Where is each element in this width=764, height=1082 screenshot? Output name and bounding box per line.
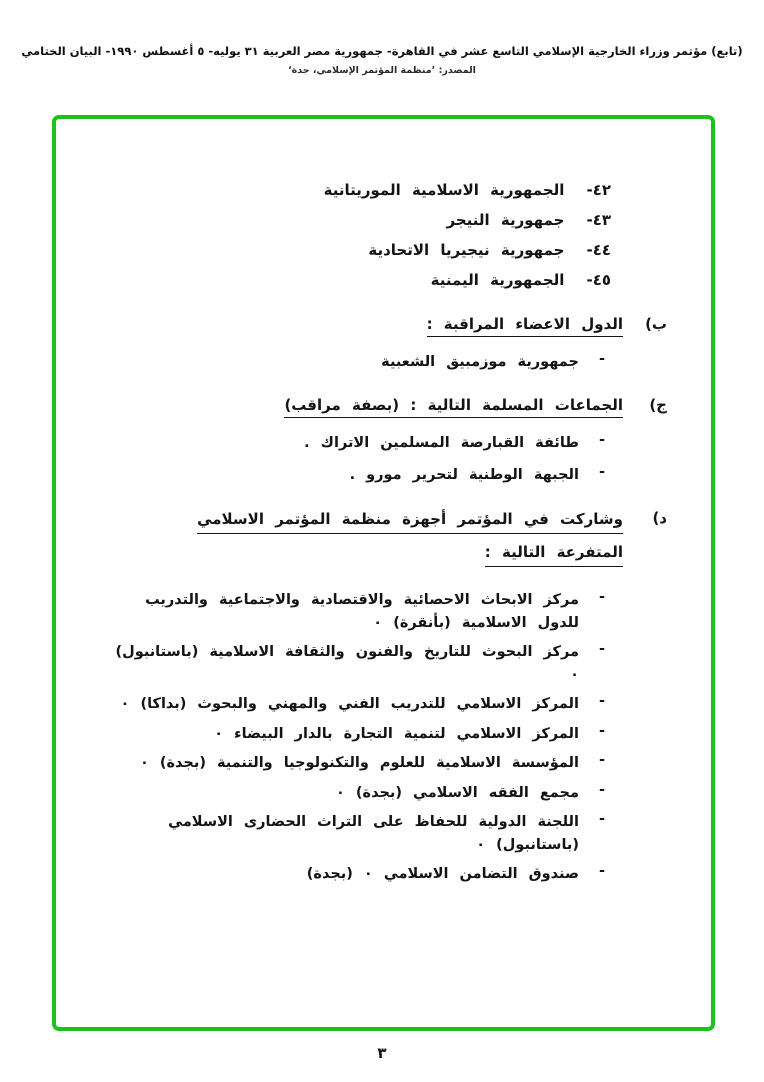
item-text: جمهورية النيجر bbox=[446, 211, 565, 229]
section-title: الجماعات المسلمة التالية : (بصفة مراقب) bbox=[284, 396, 623, 418]
item-number: ٤٥- bbox=[586, 271, 611, 289]
member-states-list bbox=[90, 181, 611, 289]
item-text: الجمهورية الاسلامية الموريتانية bbox=[323, 181, 565, 199]
item-text: صندوق التضامن الاسلامي ٠ (بجدة) bbox=[306, 866, 579, 882]
list-item bbox=[90, 641, 605, 686]
section-c-heading bbox=[90, 396, 667, 418]
item-text: طائفة القبارصة المسلمين الاتراك . bbox=[304, 435, 579, 451]
item-text: مركز الابحاث الاحصائية والاقتصادية والاجتماعية والتدريب للدول الاسلامية (بأنقرة) ٠ bbox=[145, 592, 579, 631]
dash-bullet-icon: - bbox=[598, 811, 605, 827]
list-item bbox=[90, 723, 605, 746]
list-item bbox=[90, 464, 605, 487]
item-text: جمهورية نيجيريا الاتحادية bbox=[368, 241, 565, 259]
item-number: ٤٤- bbox=[586, 241, 611, 259]
section-title: الدول الاعضاء المراقبة : bbox=[427, 315, 623, 337]
member-state-row bbox=[90, 241, 611, 259]
list-item bbox=[90, 811, 605, 856]
section-d-oic-organs bbox=[90, 509, 667, 886]
item-text: المركز الاسلامي للتدريب الفني والمهني والبحوث (بداكا) ٠ bbox=[120, 696, 579, 712]
dash-bullet-icon: - bbox=[598, 432, 605, 448]
member-state-row bbox=[90, 271, 611, 289]
section-c-items bbox=[90, 432, 605, 487]
document-header bbox=[0, 44, 764, 76]
member-state-row bbox=[90, 211, 611, 229]
dash-bullet-icon: - bbox=[598, 693, 605, 709]
dash-bullet-icon: - bbox=[598, 781, 605, 798]
item-text: اللجنة الدولية للحفاظ على التراث الحضارى الاسلامي (باستانبول) ٠ bbox=[168, 814, 579, 853]
section-marker: ب) bbox=[645, 315, 667, 333]
section-b-items bbox=[90, 351, 605, 374]
list-item bbox=[90, 782, 605, 805]
dash-bullet-icon: - bbox=[598, 722, 605, 739]
section-c-muslim-communities bbox=[90, 396, 667, 487]
list-item bbox=[90, 693, 605, 716]
section-b-observer-states bbox=[90, 315, 667, 374]
section-title-line1: وشاركت في المؤتمر أجهزة منظمة المؤتمر الاسلامي bbox=[197, 509, 623, 534]
dash-bullet-icon: - bbox=[598, 464, 605, 480]
item-text: الجبهة الوطنية لتحرير مورو . bbox=[349, 467, 579, 483]
dash-bullet-icon: - bbox=[598, 589, 605, 605]
section-d-items bbox=[90, 589, 605, 886]
dash-bullet-icon: - bbox=[598, 641, 605, 657]
item-text: الجمهورية اليمنية bbox=[430, 271, 565, 289]
item-number: ٤٣- bbox=[586, 211, 611, 229]
section-title bbox=[197, 509, 623, 575]
list-item bbox=[90, 752, 605, 775]
scan-highlight-border bbox=[52, 115, 715, 1031]
list-item bbox=[90, 589, 605, 634]
list-item bbox=[90, 863, 605, 886]
header-title: (تابع) مؤتمر وزراء الخارجية الإسلامي التاسع عشر في القاهرة- جمهورية مصر العربية ٣١ يوليه- ٥ أغسطس ١٩٩٠- البيان الختامي bbox=[21, 44, 743, 58]
section-marker: د) bbox=[652, 509, 667, 527]
item-text: المركز الاسلامي لتنمية التجارة بالدار البيضاء ٠ bbox=[214, 725, 579, 742]
section-b-heading bbox=[90, 315, 667, 337]
header-source: المصدر: ’منظمة المؤتمر الإسلامي، جدة‘ bbox=[288, 65, 476, 76]
dash-bullet-icon: - bbox=[598, 351, 605, 367]
list-item bbox=[90, 432, 605, 455]
dash-bullet-icon: - bbox=[598, 752, 605, 768]
section-marker: ج) bbox=[649, 396, 667, 414]
dash-bullet-icon: - bbox=[598, 863, 605, 879]
item-text: مجمع الفقه الاسلامي (بجدة) ٠ bbox=[336, 784, 579, 801]
page-number: ٣ bbox=[377, 1044, 387, 1062]
scan-content bbox=[56, 119, 711, 886]
section-title-line2: المتفرعة التالية : bbox=[485, 542, 623, 567]
item-text: مركز البحوث للتاريخ والفنون والثقافة الاسلامية (باستانبول) ٠ bbox=[115, 644, 579, 683]
section-d-heading bbox=[90, 509, 667, 575]
item-text: المؤسسة الاسلامية للعلوم والتكنولوجيا والتنمية (بجدة) ٠ bbox=[139, 755, 579, 771]
item-text: جمهورية موزمبيق الشعبية bbox=[381, 354, 579, 370]
list-item bbox=[90, 351, 605, 374]
member-state-row bbox=[90, 181, 611, 199]
item-number: ٤٢- bbox=[586, 181, 611, 199]
